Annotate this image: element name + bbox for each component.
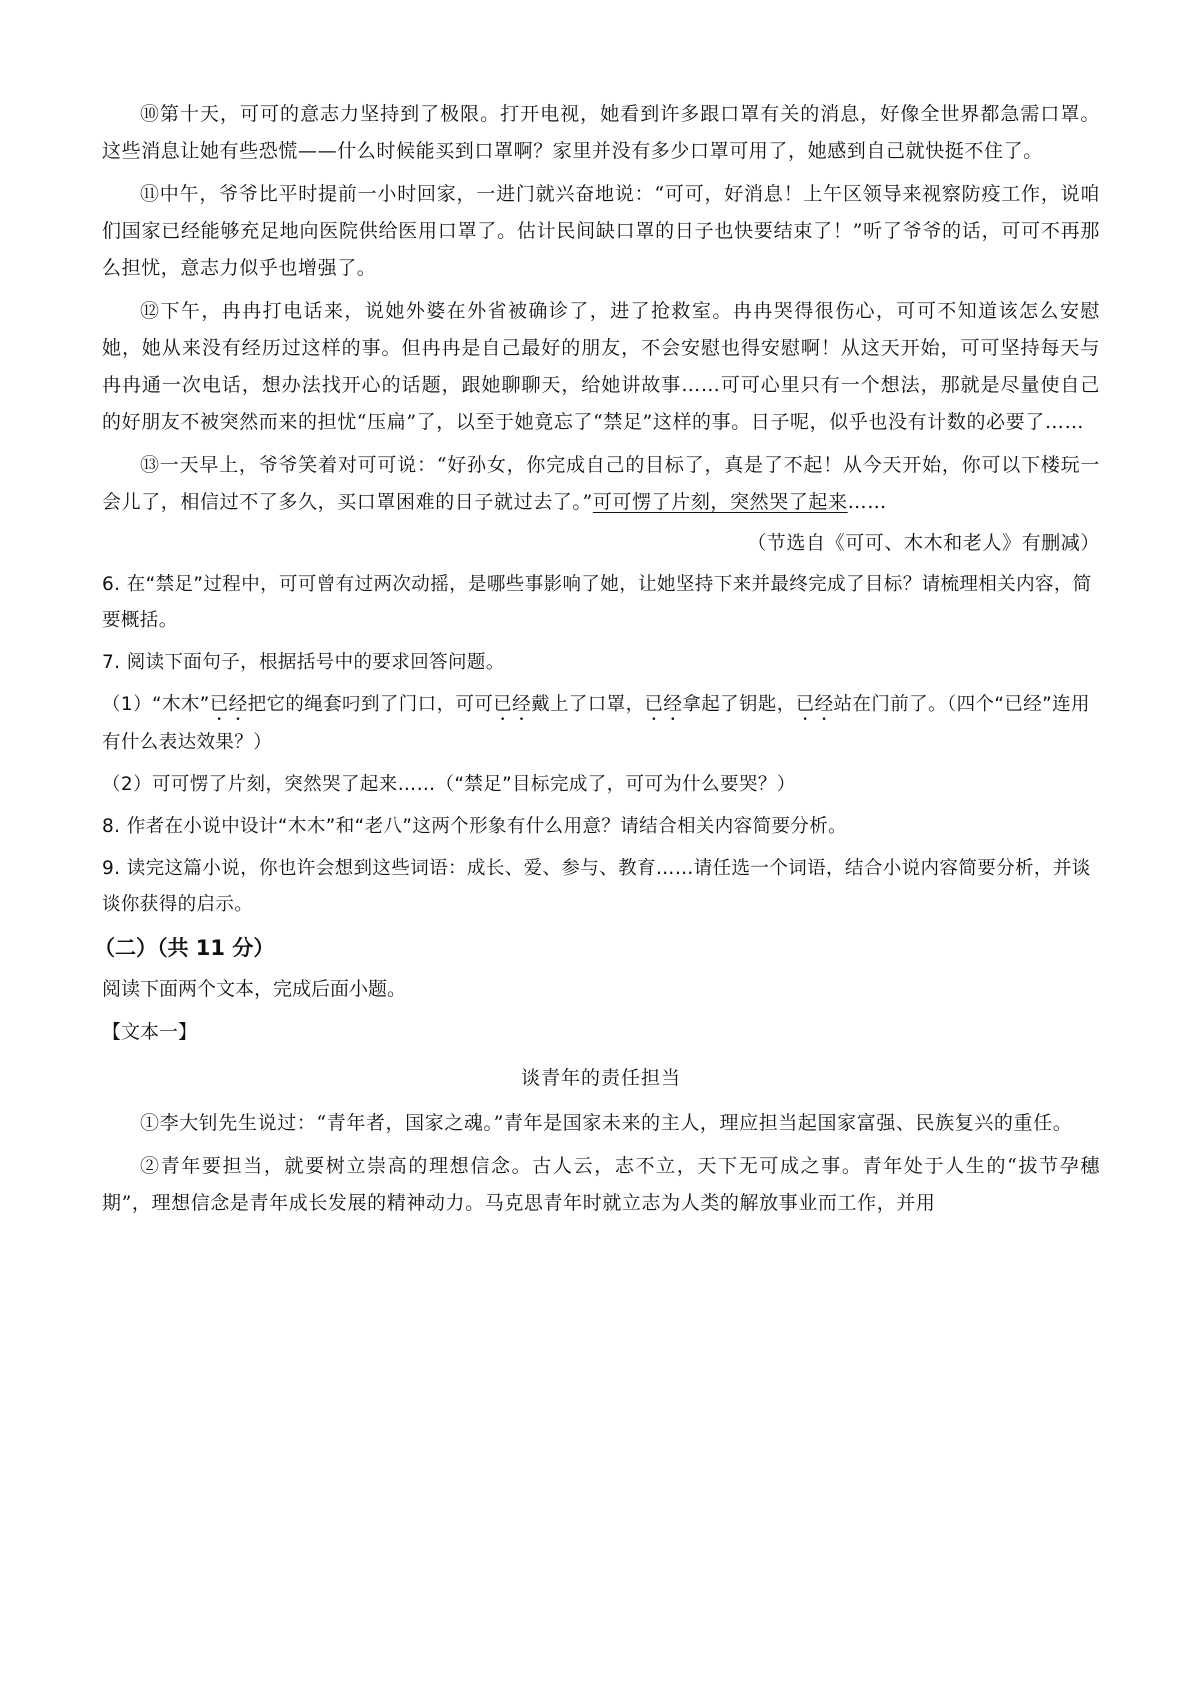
story-paragraph-13 [102, 447, 1100, 521]
emphasized-word: 已经 [493, 694, 532, 715]
question-7-2: （2）可可愣了片刻，突然哭了起来……（“禁足”目标完成了，可可为什么要哭？） [102, 774, 796, 795]
paragraph-13-text: ⑬一天早上，爷爷笑着对可可说：“好孙女，你完成自己的目标了，真是了不起！从今天开始，你可以下楼玩一会儿了，相信过不了多久，买口罩困难的日子就过去了。” [102, 454, 1100, 513]
essay-paragraph-1: ①李大钊先生说过：“青年者，国家之魂。”青年是国家未来的主人，理应担当起国家富强、民族复兴的重任。 [140, 1112, 1073, 1134]
essay-paragraph-2: ②青年要担当，就要树立崇高的理想信念。古人云，志不立，天下无可成之事。青年处于人生的“拔节孕穗期”，理想信念是青年成长发展的精神动力。马克思青年时就立志为人类的解放事业而工作，并用 [102, 1155, 1100, 1214]
q7-1-part-b: 把它的绳套叼到了门口，可可 [247, 694, 494, 715]
question-6: 6. 在“禁足”过程中，可可曾有过两次动摇，是哪些事影响了她，让她坚持下来并最终完成了目标？请梳理相关内容，简要概括。 [102, 574, 1092, 631]
underlined-sentence: 可可愣了片刻，突然哭了起来 [592, 491, 848, 513]
story-paragraph-10: ⑩第十天，可可的意志力坚持到了极限。打开电视，她看到许多跟口罩有关的消息，好像全世界都急需口罩。这些消息让她有些恐慌——什么时候能买到口罩啊？家里并没有多少口罩可用了，她感到自己就快挺不住了。 [102, 103, 1100, 162]
q7-1-part-e: 站在门前了。（四个“已经”连用有什么表达效果？） [102, 694, 1090, 753]
section-heading: （二）（共 11 分） [94, 936, 275, 960]
q7-1-part-a: （1）“木木” [102, 694, 210, 715]
story-paragraph-11: ⑪中午，爷爷比平时提前一小时回家，一进门就兴奋地说：“可可，好消息！上午区领导来视察防疫工作，说咱们国家已经能够充足地向医院供给医用口罩了。估计民间缺口罩的日子也快要结束了！”听了爷爷的话，可可不再那么担忧，意志力似乎也增强了。 [102, 183, 1100, 279]
emphasized-word: 已经 [644, 694, 683, 715]
question-7: 7. 阅读下面句子，根据括号中的要求回答问题。 [102, 652, 505, 673]
text-one-label: 【文本一】 [102, 1021, 198, 1043]
q7-1-part-c: 戴上了口罩， [531, 694, 645, 715]
q7-1-part-d: 拿起了钥匙， [682, 694, 796, 715]
emphasized-word: 已经 [795, 694, 834, 715]
essay-title: 谈青年的责任担当 [520, 1067, 681, 1089]
question-9: 9. 读完这篇小说，你也许会想到这些词语：成长、爱、参与、教育……请任选一个词语，结合小说内容简要分析，并谈谈你获得的启示。 [102, 858, 1091, 915]
paragraph-13-ellipsis: …… [847, 491, 887, 513]
story-paragraph-12: ⑫下午，冉冉打电话来，说她外婆在外省被确诊了，进了抢救室。冉冉哭得很伤心，可可不知道该怎么安慰她，她从来没有经历过这样的事。但冉冉是自己最好的朋友，不会安慰也得安慰啊！从这天开始，可可坚持每天与冉冉通一次电话，想办法找开心的话题，跟她聊聊天，给她讲故事……可可心里只有一个想法，那就是尽量使自己的好朋友不被突然而来的担忧“压扁”了，以至于她竟忘了“禁足”这样的事。日子呢，似乎也没有计数的必要了…… [102, 300, 1100, 433]
question-7-1 [102, 687, 1100, 761]
question-8: 8. 作者在小说中设计“木木”和“老八”这两个形象有什么用意？请结合相关内容简要分析。 [102, 816, 848, 837]
reading-instruction: 阅读下面两个文本，完成后面小题。 [102, 978, 407, 1000]
source-note: （节选自《可可、木木和老人》有删减） [747, 532, 1100, 554]
emphasized-word: 已经 [209, 694, 248, 715]
